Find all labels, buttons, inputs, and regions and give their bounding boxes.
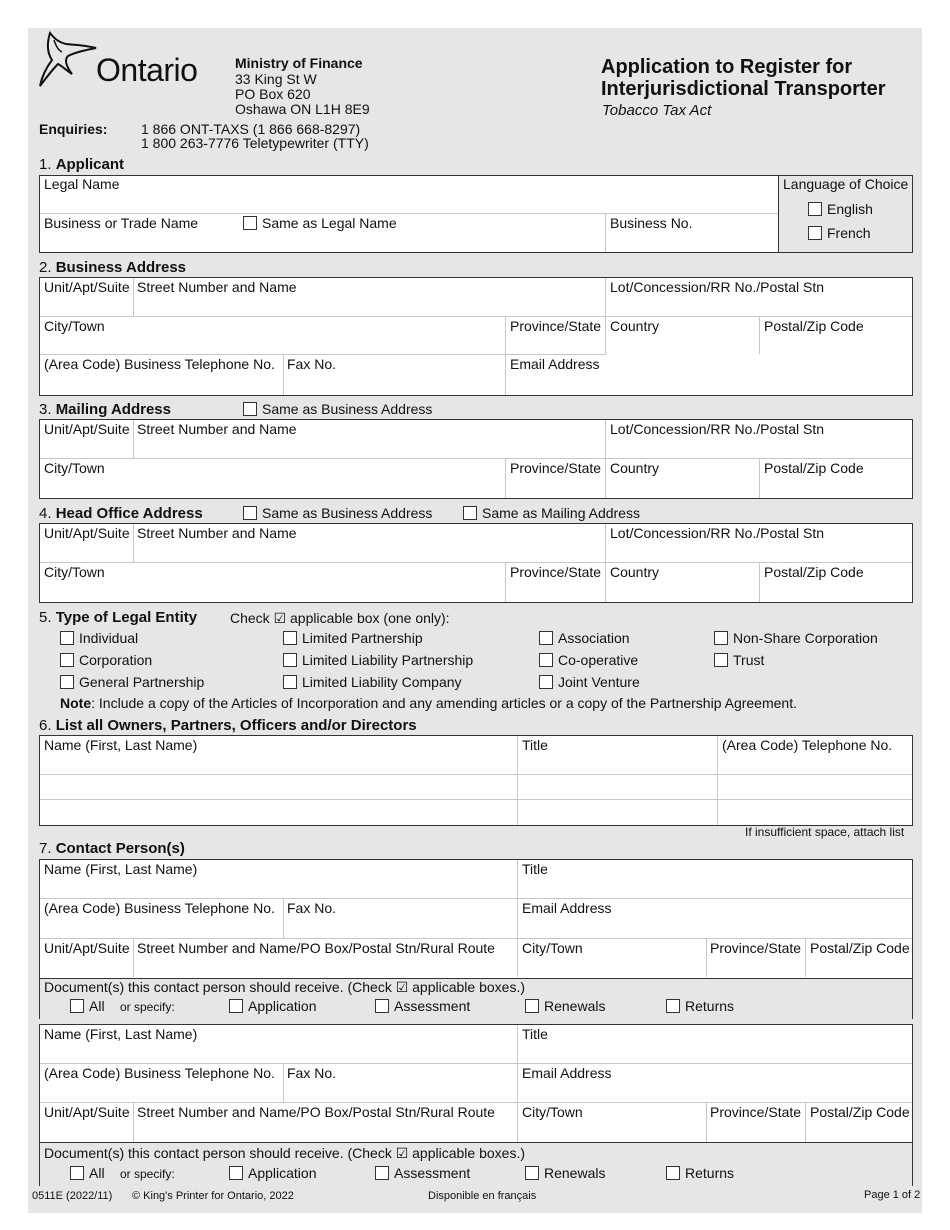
entity-joint-venture[interactable]: Joint Venture [539,674,640,690]
section-1-title: 1. Applicant [39,156,125,173]
contact-city-label: City/Town [522,1104,583,1120]
checkbox[interactable] [60,631,74,645]
checkbox[interactable] [375,1166,389,1180]
docs-all-option[interactable]: All [70,1165,105,1181]
french-checkbox[interactable] [808,226,822,240]
docs-renewals-option[interactable]: Renewals [525,1165,605,1181]
form-subtitle: Tobacco Tax Act [602,102,712,119]
mailing-same-as-business-option[interactable]: Same as Business Address [243,401,432,417]
ontario-logo-text: Ontario [96,52,198,88]
section-5-title: 5. Type of Legal Entity [39,609,198,626]
street-label: Street Number and Name [137,525,297,541]
postal-label: Postal/Zip Code [764,460,864,476]
entity-non-share-corporation[interactable]: Non-Share Corporation [714,630,878,646]
contact-postal-label: Postal/Zip Code [810,940,910,956]
city-label: City/Town [44,460,105,476]
section-7-title: 7. Contact Person(s) [39,840,185,857]
owner-phone-header: (Area Code) Telephone No. [722,737,893,753]
docs-returns-option[interactable]: Returns [666,998,734,1014]
docs-all-option[interactable]: All [70,998,105,1014]
contact-fax-label: Fax No. [287,1065,337,1081]
country-label: Country [610,318,660,334]
checkbox[interactable] [70,999,84,1013]
french-option[interactable]: French [808,225,871,241]
head-same-as-mailing-option[interactable]: Same as Mailing Address [463,505,640,521]
lot-label: Lot/Concession/RR No./Postal Stn [610,421,824,437]
checkbox[interactable] [714,653,728,667]
insufficient-space-note: If insufficient space, attach list [745,825,905,839]
docs-returns-option[interactable]: Returns [666,1165,734,1181]
contact-city-label: City/Town [522,940,583,956]
checkbox[interactable] [60,653,74,667]
contact-fax-label: Fax No. [287,900,337,916]
head-same-as-business-option[interactable]: Same as Business Address [243,505,432,521]
postal-label: Postal/Zip Code [764,318,864,334]
lot-label: Lot/Concession/RR No./Postal Stn [610,279,824,295]
enquiries-label: Enquiries: [39,121,108,137]
contact-title-label: Title [522,1026,548,1042]
english-checkbox[interactable] [808,202,822,216]
contact-phone-label: (Area Code) Business Telephone No. [44,1065,275,1081]
contact-name-label: Name (First, Last Name) [44,861,198,877]
docs-application-option[interactable]: Application [229,1165,317,1181]
legal-name-input[interactable] [40,194,600,212]
email-label: Email Address [510,356,600,372]
entity-note: Note: Include a copy of the Articles of Incorporation and any amending articles or a copy of the Partnership Agreement. [60,695,797,711]
checkbox[interactable] [539,631,553,645]
same-as-legal-checkbox[interactable] [243,216,257,230]
form-number: 0511E (2022/11) [32,1190,113,1202]
ministry-name: Ministry of Finance [235,55,363,71]
contact-unit-label: Unit/Apt/Suite [44,1104,130,1120]
contact-province-label: Province/State [710,940,802,956]
country-label: Country [610,564,660,580]
ontario-trillium-logo-icon [36,30,98,90]
checkbox[interactable] [666,1166,680,1180]
contact-docs-label: Document(s) this contact person should receive. (Check ☑ applicable boxes.) [44,1145,525,1161]
owner-title-header: Title [522,737,548,753]
docs-assessment-option[interactable]: Assessment [375,1165,470,1181]
entity-general-partnership[interactable]: General Partnership [60,674,204,690]
checkbox[interactable] [375,999,389,1013]
province-label: Province/State [510,460,602,476]
checkbox[interactable] [666,999,680,1013]
province-label: Province/State [510,318,602,334]
unit-label: Unit/Apt/Suite [44,421,130,437]
contact-street-label: Street Number and Name/PO Box/Postal Stn/Rural Route [137,940,495,956]
lot-label: Lot/Concession/RR No./Postal Stn [610,525,824,541]
entity-llp[interactable]: Limited Liability Partnership [283,652,473,668]
or-specify-label: or specify: [120,1167,175,1181]
section-3-title: 3. Mailing Address [39,401,171,418]
contact-email-label: Email Address [522,1065,612,1081]
postal-label: Postal/Zip Code [764,564,864,580]
french-availability: Disponible en français [428,1190,537,1202]
phone-label: (Area Code) Business Telephone No. [44,356,275,372]
unit-label: Unit/Apt/Suite [44,279,130,295]
checkbox[interactable] [229,999,243,1013]
section-6-title: 6. List all Owners, Partners, Officers and/or Directors [39,717,417,734]
contact-province-label: Province/State [710,1104,802,1120]
street-label: Street Number and Name [137,421,297,437]
entity-association[interactable]: Association [539,630,630,646]
entity-instruction: Check ☑ applicable box (one only): [230,610,450,626]
section-2-title: 2. Business Address [39,259,187,276]
checkbox[interactable] [525,1166,539,1180]
checkbox[interactable] [539,653,553,667]
checkbox[interactable] [714,631,728,645]
checkbox[interactable] [283,675,297,689]
section-4-title: 4. Head Office Address [39,505,203,522]
contact-title-label: Title [522,861,548,877]
city-label: City/Town [44,564,105,580]
contact-postal-label: Postal/Zip Code [810,1104,910,1120]
unit-label: Unit/Apt/Suite [44,525,130,541]
checkbox[interactable] [283,631,297,645]
legal-name-label: Legal Name [44,176,120,192]
mailing-same-as-business-checkbox[interactable] [243,402,257,416]
checkbox[interactable] [60,675,74,689]
contact-docs-label: Document(s) this contact person should receive. (Check ☑ applicable boxes.) [44,979,525,995]
entity-corporation[interactable]: Corporation [60,652,152,668]
page-number: Page 1 of 2 [864,1189,921,1201]
fax-label: Fax No. [287,356,337,372]
or-specify-label: or specify: [120,1000,175,1014]
street-label: Street Number and Name [137,279,297,295]
docs-renewals-option[interactable]: Renewals [525,998,605,1014]
checkbox[interactable] [539,675,553,689]
province-label: Province/State [510,564,602,580]
entity-cooperative[interactable]: Co-operative [539,652,638,668]
contact-street-label: Street Number and Name/PO Box/Postal Stn/Rural Route [137,1104,495,1120]
checkbox[interactable] [229,1166,243,1180]
business-trade-name-label: Business or Trade Name [44,215,199,231]
contact-email-label: Email Address [522,900,612,916]
form-title: Application to Register for Interjurisdictional Transporter [601,56,886,100]
country-label: Country [610,460,660,476]
checkbox[interactable] [525,999,539,1013]
owner-name-header: Name (First, Last Name) [44,737,198,753]
language-of-choice-label: Language of Choice [783,176,909,192]
enquiries-numbers: 1 866 ONT-TAXS (1 866 668-8297) 1 800 263-7776 Teletypewriter (TTY) [141,121,369,151]
entity-limited-partnership[interactable]: Limited Partnership [283,630,423,646]
english-option[interactable]: English [808,201,873,217]
entity-llc[interactable]: Limited Liability Company [283,674,462,690]
contact-unit-label: Unit/Apt/Suite [44,940,130,956]
entity-trust[interactable]: Trust [714,652,764,668]
contact-phone-label: (Area Code) Business Telephone No. [44,900,275,916]
copyright: © King's Printer for Ontario, 2022 [132,1190,294,1202]
ministry-address: 33 King St W PO Box 620 Oshawa ON L1H 8E9 [235,71,370,117]
docs-application-option[interactable]: Application [229,998,317,1014]
checkbox[interactable] [283,653,297,667]
head-same-as-mailing-checkbox[interactable] [463,506,477,520]
business-no-label: Business No. [610,215,693,231]
entity-individual[interactable]: Individual [60,630,138,646]
docs-assessment-option[interactable]: Assessment [375,998,470,1014]
same-as-legal-option[interactable]: Same as Legal Name [243,215,397,231]
city-label: City/Town [44,318,105,334]
contact-name-label: Name (First, Last Name) [44,1026,198,1042]
head-same-as-business-checkbox[interactable] [243,506,257,520]
checkbox[interactable] [70,1166,84,1180]
